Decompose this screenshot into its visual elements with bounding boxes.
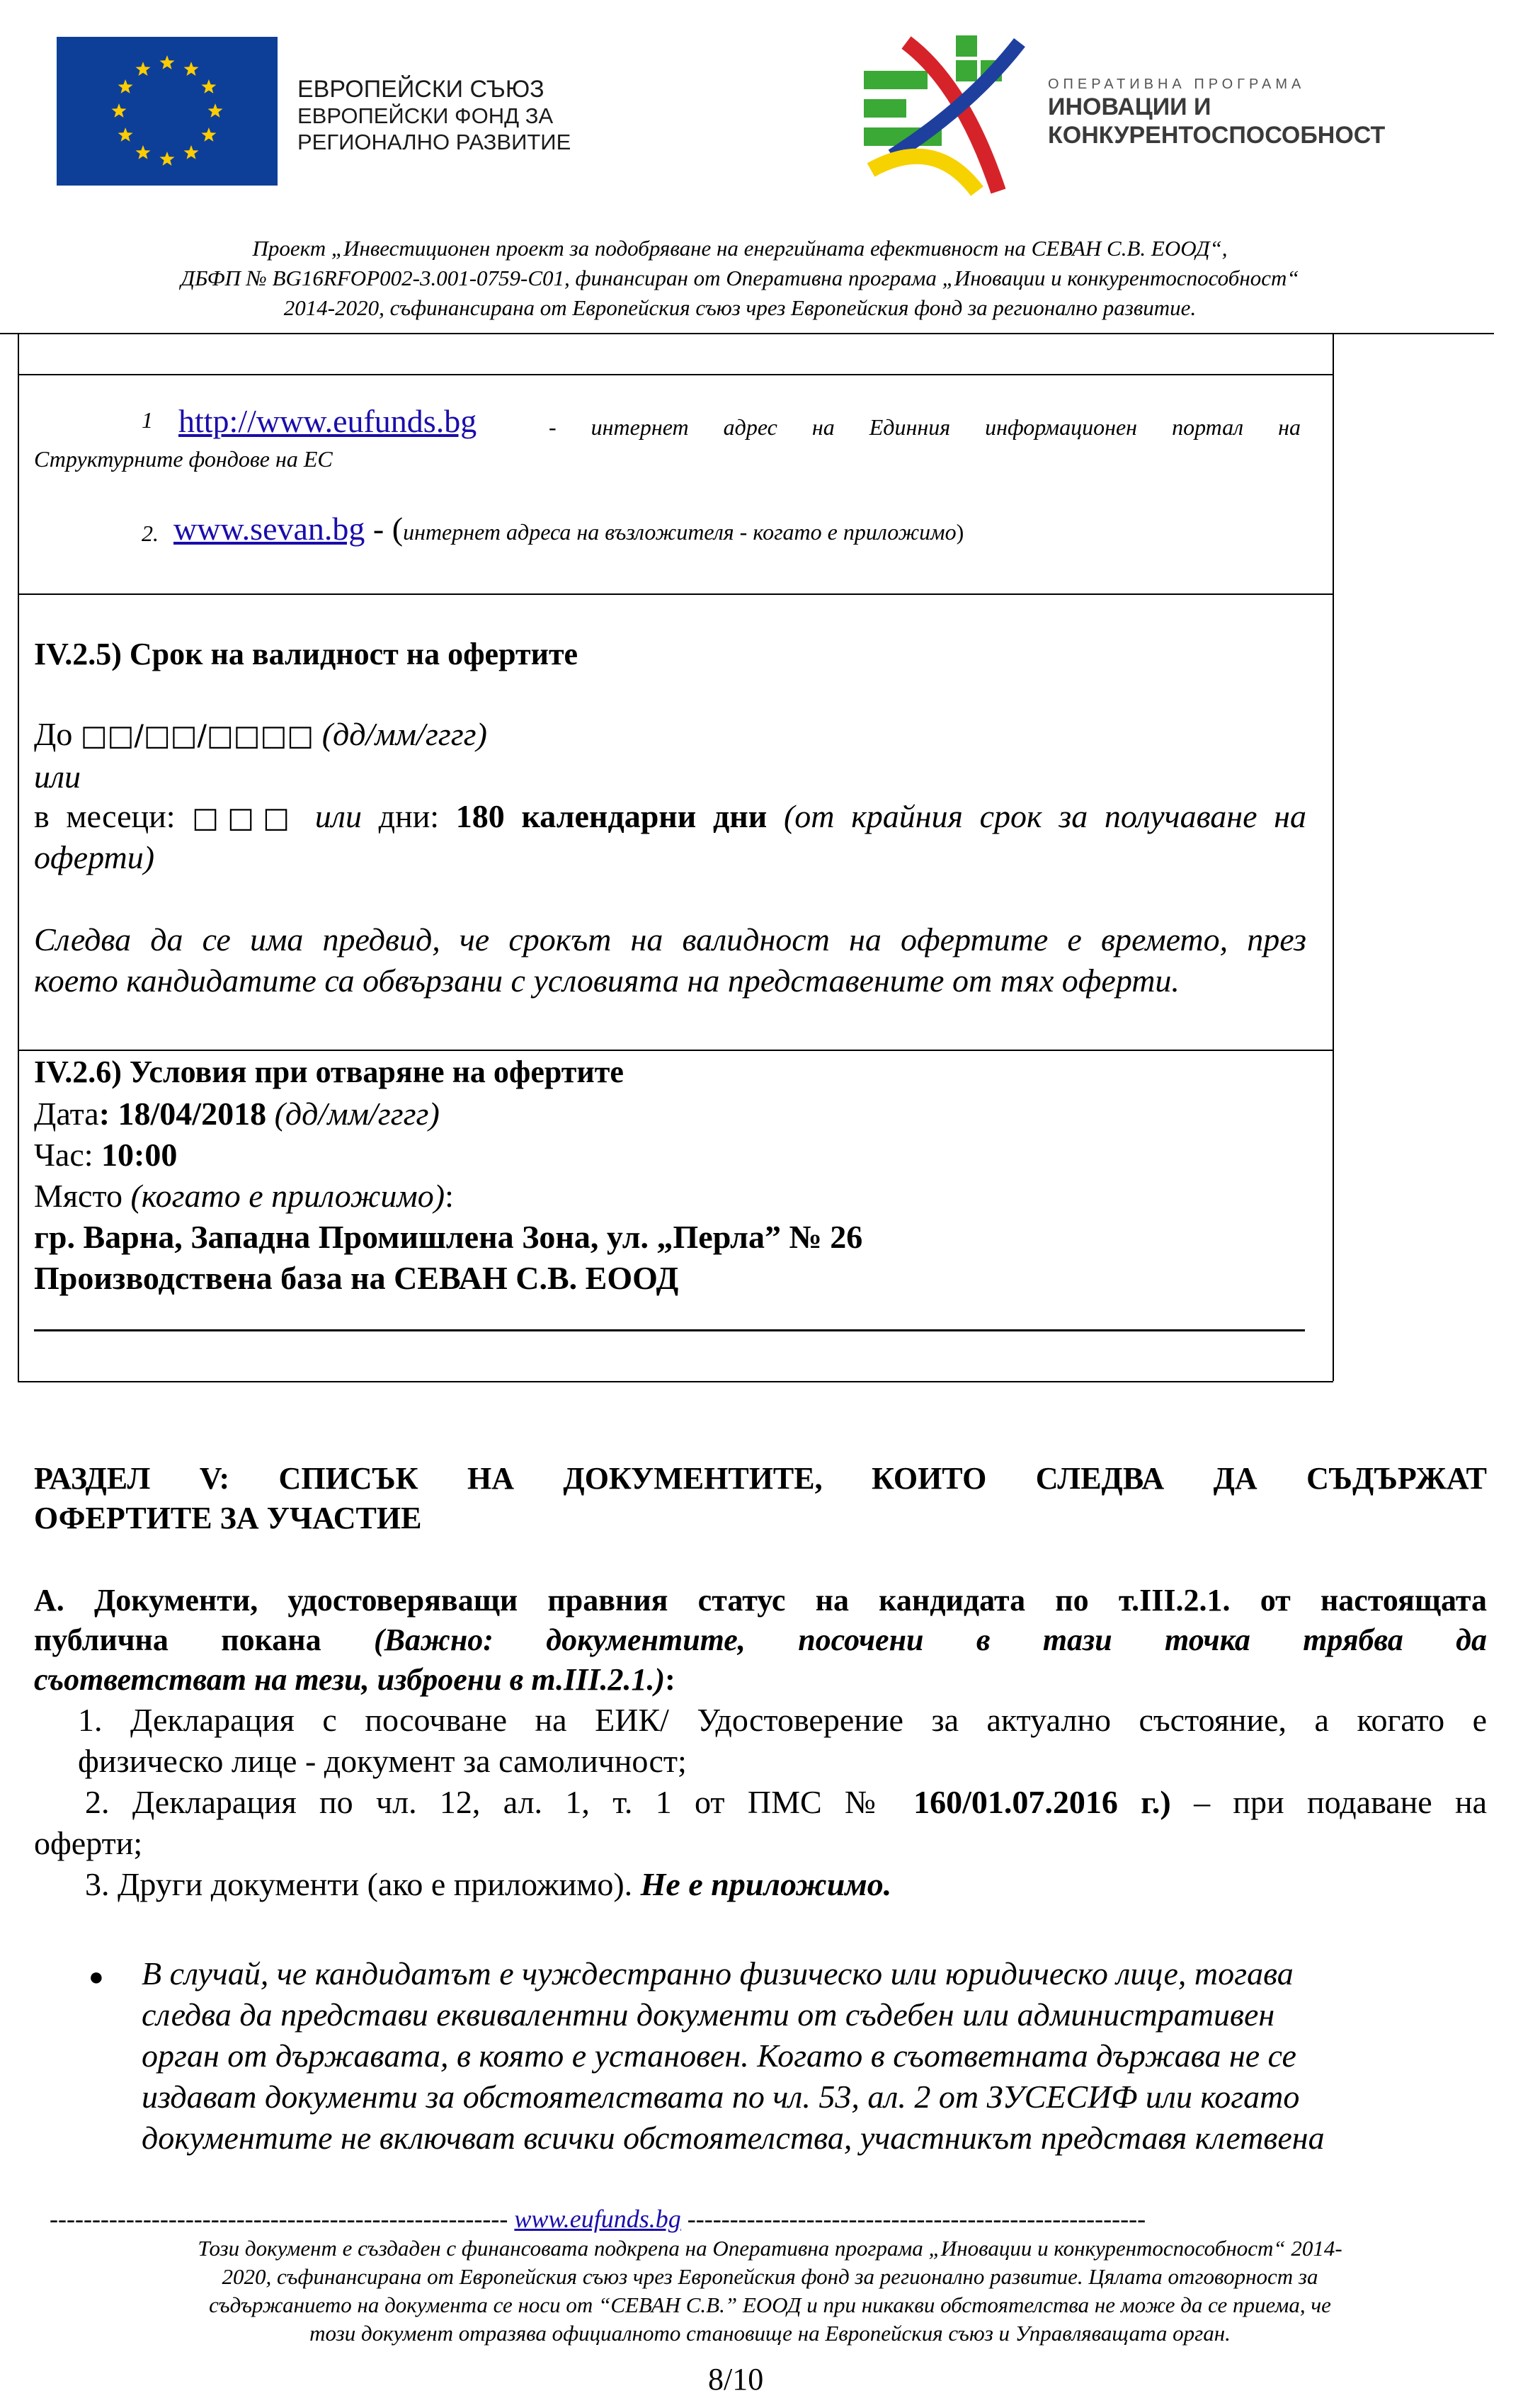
footer-disclaimer — [39, 2234, 1501, 2348]
opening-time-value: 10:00 — [101, 1137, 178, 1173]
opening-heading: IV.2.6) Условия при отваряне на офертите — [34, 1055, 624, 1089]
validity-note-line-1: Следва да се има предвид, че срокът на валидност на офертите е времето, през — [34, 921, 1306, 958]
link-2-row — [173, 510, 964, 547]
section5-title-cont: ОФЕРТИТЕ ЗА УЧАСТИЕ — [34, 1501, 422, 1535]
validity-days-note: (от крайния срок за получаване на — [783, 798, 1307, 834]
table-border-left — [18, 333, 19, 1381]
star-icon — [118, 127, 133, 142]
validity-or-days: или — [314, 798, 362, 834]
eu-logo-text — [297, 76, 571, 155]
opening-date-row — [34, 1093, 440, 1135]
validity-date-format: (дд/мм/гггг) — [321, 716, 487, 752]
star-icon — [201, 127, 216, 142]
validity-date-row — [34, 714, 487, 756]
section5-item-2-tail: – при подаване на — [1194, 1784, 1488, 1820]
table-border-bottom — [18, 1381, 1333, 1382]
bullet-icon: ● — [89, 1962, 104, 1991]
opening-date-value: : 18/04/2018 — [98, 1096, 267, 1132]
validity-months-row — [34, 796, 1306, 839]
table-divider — [18, 593, 1333, 595]
footer-dashes-left: ------------------------------------------------------ — [50, 2205, 508, 2233]
bullet-line: следва да представи еквивалентни документи от съдебен или административен — [142, 1996, 1275, 2033]
eu-stars-icon — [57, 37, 278, 186]
op-line-2: КОНКУРЕНТОСПОСОБНОСТ — [1048, 122, 1386, 149]
section5-a-line-1: А. Документи, удостоверяващи правния статус на кандидата по т.III.2.1. от настоящата — [34, 1583, 1487, 1618]
section5-bullet — [142, 1953, 1325, 2159]
opening-date-label: Дата — [34, 1096, 99, 1132]
section5-item-2-cont: оферти; — [34, 1825, 143, 1861]
op-line-1: ИНОВАЦИИ И — [1048, 93, 1211, 120]
section5-item-3-na: Не е приложимо. — [640, 1866, 892, 1902]
op-innovation-logo-icon — [850, 28, 1048, 198]
eu-line-3: РЕГИОНАЛНО РАЗВИТИЕ — [297, 130, 571, 154]
table-divider — [18, 374, 1333, 375]
section5-item-2-decree: 160/01.07.2016 г.) — [913, 1784, 1171, 1820]
section5-item-2 — [85, 1782, 1487, 1823]
section5-title: РАЗДЕЛ V: СПИСЪК НА ДОКУМЕНТИТЕ, КОИТО СЛЕДВА ДА СЪДЪРЖАТ — [34, 1461, 1487, 1496]
header-rule — [0, 333, 1494, 334]
star-icon — [136, 62, 151, 76]
section5-a-line-2 — [34, 1620, 1487, 1660]
op-logo-text — [1048, 76, 1385, 149]
star-icon — [184, 62, 199, 76]
eu-line-2: ЕВРОПЕЙСКИ ФОНД ЗА — [297, 103, 554, 128]
project-description — [28, 234, 1451, 323]
footer-dashes-right: ------------------------------------------------------ — [687, 2205, 1146, 2233]
eu-flag-logo — [57, 37, 278, 186]
footer-line-4: този документ отразява официалното становище на Европейския съюз и Управляващата орган. — [309, 2321, 1231, 2346]
table-border-right — [1333, 333, 1334, 1381]
link-number-2: 2. — [142, 521, 159, 546]
eufunds-link[interactable]: http://www.eufunds.bg — [178, 403, 477, 439]
bullet-line: В случай, че кандидатът е чуждестранно физическо или юридическо лице, тогава — [142, 1955, 1294, 1991]
validity-days-note-cont: оферти) — [34, 839, 155, 875]
star-icon — [118, 79, 133, 93]
link-1-description-cont: Структурните фондове на ЕС — [34, 446, 333, 472]
opening-date-format: (дд/мм/гггг) — [274, 1096, 440, 1132]
bullet-line: орган от държавата, в която е установен. Когато в съответната държава не се — [142, 2038, 1296, 2074]
star-icon — [184, 145, 199, 159]
opening-time-row — [34, 1135, 177, 1176]
opening-underline — [34, 1329, 1305, 1331]
link-1-description: - интернет адрес на Единния информационен портал на — [549, 414, 1301, 440]
star-icon — [201, 79, 216, 93]
opening-base: Производствена база на СЕВАН С.В. ЕООД — [34, 1260, 679, 1296]
project-line-3: 2014-2020, съфинансирана от Европейския съюз чрез Европейския фонд за регионално развитие. — [283, 295, 1197, 320]
validity-days-label: дни: — [378, 798, 440, 834]
section5-a-important-cont: съответстват на тези, изброени в т.III.2.1.) — [34, 1662, 666, 1697]
opening-place-colon: : — [445, 1178, 454, 1214]
section5-a-public-notice: публична покана — [34, 1623, 321, 1657]
validity-note-line-2: което кандидатите са обвързани с условията на представените от тях оферти. — [34, 962, 1180, 999]
star-icon — [208, 103, 223, 118]
bullet-line: издават документи за обстоятелствата по чл. 53, ал. 2 от ЗУСЕСИФ или когато — [142, 2079, 1300, 2115]
opening-time-label: Час: — [34, 1137, 93, 1173]
section5-item-3-text: 3. Други документи (ако е приложимо). — [85, 1866, 633, 1902]
star-icon — [160, 152, 175, 166]
footer-rule — [50, 2204, 1487, 2234]
eu-line-1: ЕВРОПЕЙСКИ СЪЮЗ — [297, 76, 544, 103]
validity-days-value: 180 календарни дни — [455, 798, 768, 834]
bullet-line: документите не включват всички обстоятелства, участникът представя клетвена — [142, 2120, 1325, 2156]
validity-date-mask: □□/□□/□□□□ — [80, 720, 314, 752]
footer-line-3: съдържанието на документа се носи от “СЕВАН С.В.” ЕООД и при никакви обстоятелства не може да се приема, че — [209, 2292, 1331, 2317]
validity-heading: IV.2.5) Срок на валидност на офертите — [34, 637, 578, 671]
validity-months-mask: □□□ — [192, 802, 299, 834]
section5-a-important: (Важно: документите, посочени в тази точка трябва да — [373, 1623, 1488, 1657]
footer-line-1: Този документ е създаден с финансовата подкрепа на Оперативна програма „Иновации и конкурентоспособност“ 2014- — [198, 2236, 1342, 2261]
star-icon — [112, 103, 127, 118]
footer-line-2: 2020, съфинансирана от Европейския съюз чрез Европейския фонд за регионално развитие. Цялата отговорност за — [222, 2264, 1318, 2289]
table-divider — [18, 1050, 1333, 1051]
section5-a-colon: : — [665, 1662, 675, 1697]
section5-item-1: 1. Декларация с посочване на ЕИК/ Удостоверение за актуално състояние, а когато е — [78, 1702, 1487, 1738]
section5-item-3 — [85, 1864, 891, 1905]
link-2-close: ) — [956, 519, 964, 545]
star-icon — [160, 55, 175, 69]
section5-item-2-text: 2. Декларация по чл. 12, ал. 1, т. 1 от ПМС № — [85, 1784, 891, 1820]
link-number-1: 1 — [142, 407, 153, 433]
link-2-dash: - ( — [372, 511, 404, 547]
section5-a-line-3 — [34, 1660, 675, 1700]
star-icon — [136, 145, 151, 159]
op-small-label: ОПЕРАТИВНА ПРОГРАМА — [1048, 76, 1306, 92]
sevan-link[interactable]: www.sevan.bg — [173, 511, 365, 547]
page-number: 8/10 — [708, 2362, 764, 2397]
opening-place-note: (когато е приложимо) — [130, 1178, 445, 1214]
link-2-description: интернет адреса на възложителя - когато е приложимо — [403, 519, 957, 545]
project-line-1: Проект „Инвестиционен проект за подобряване на енергийната ефективност на СЕВАН С.В. ЕООД“, — [252, 236, 1228, 261]
opening-place-label: Място — [34, 1178, 122, 1214]
section5-item-1-cont: физическо лице - документ за самоличност; — [78, 1743, 687, 1779]
validity-months-label: в месеци: — [34, 798, 176, 834]
validity-do: До — [34, 716, 73, 752]
opening-address: гр. Варна, Западна Промишлена Зона, ул. „Перла” № 26 — [34, 1219, 863, 1255]
validity-or: или — [34, 758, 81, 795]
project-line-2: ДБФП № BG16RFOP002-3.001-0759-C01, финансиран от Оперативна програма „Иновации и конкурентоспособност“ — [181, 266, 1299, 290]
footer-eufunds-link[interactable]: www.eufunds.bg — [514, 2205, 681, 2233]
opening-place-row — [34, 1176, 454, 1217]
